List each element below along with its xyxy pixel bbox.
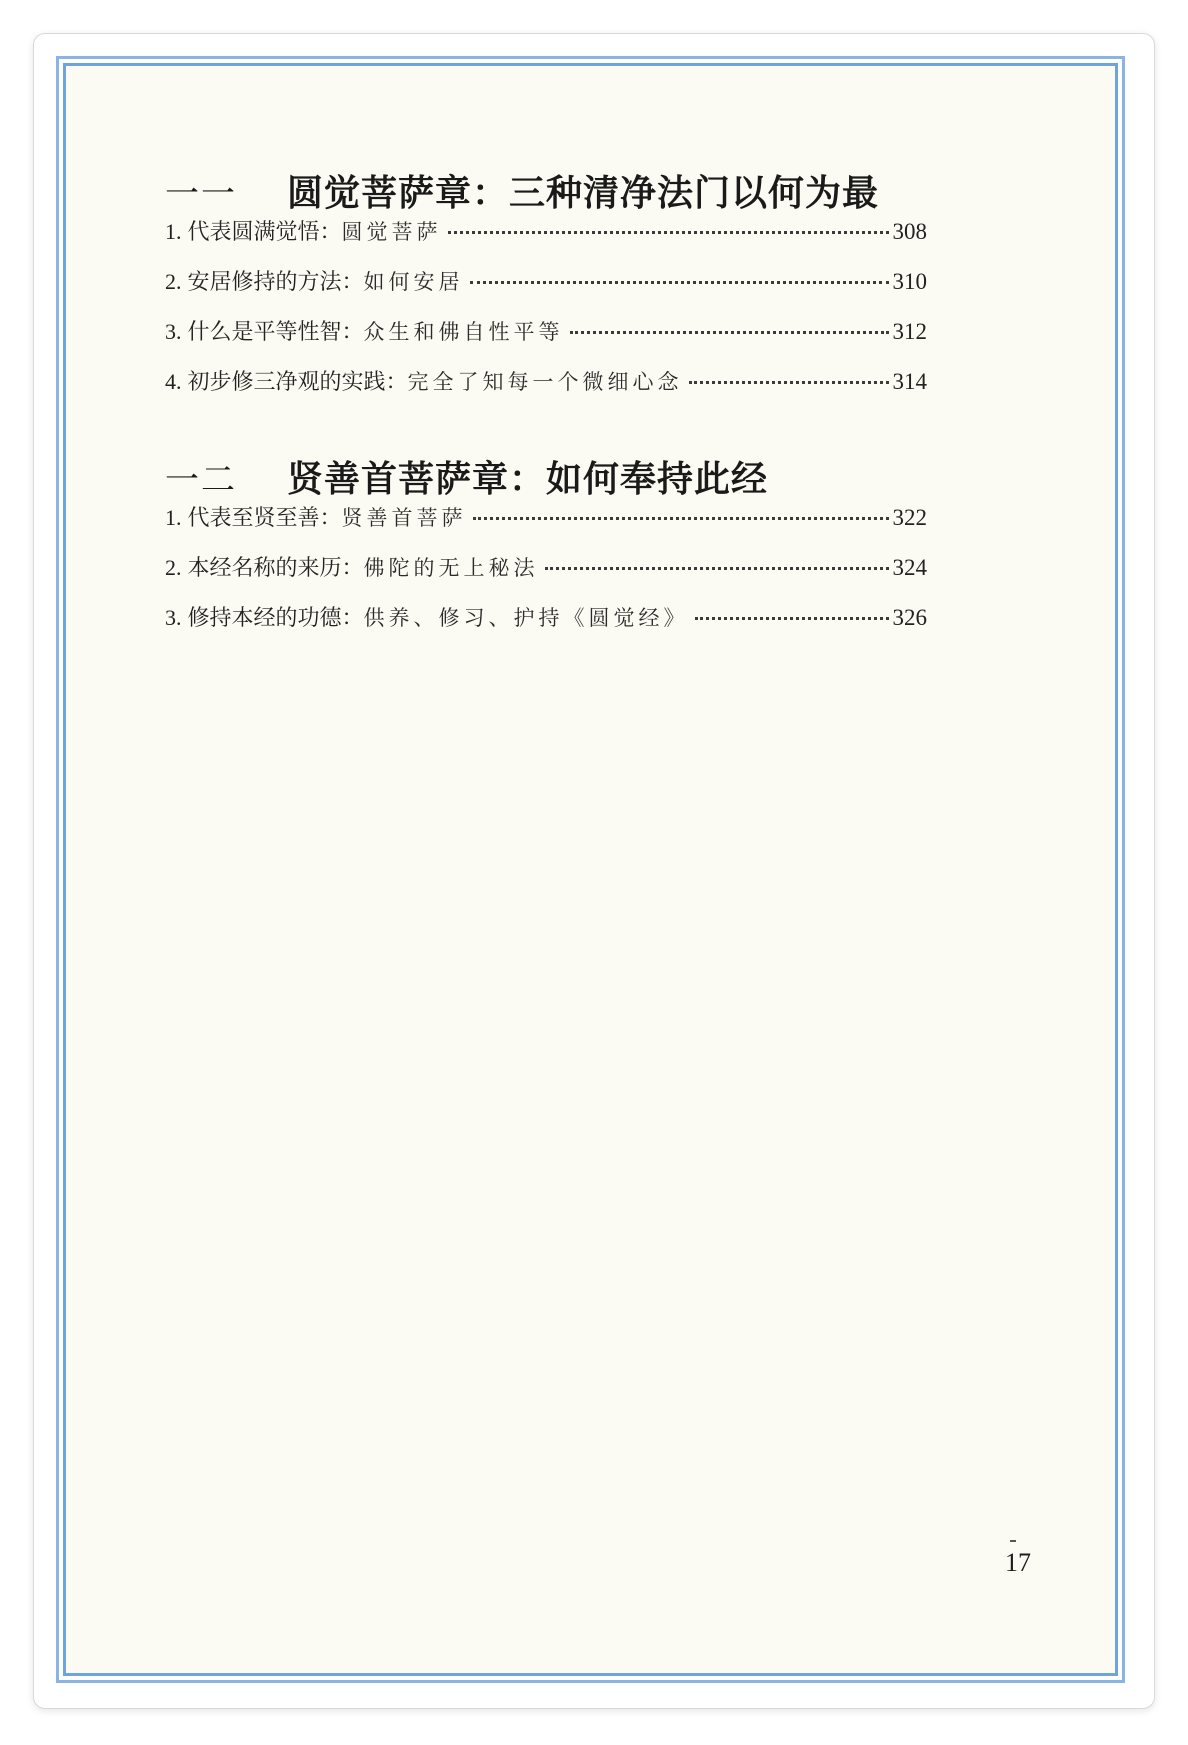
toc-entry[interactable]: [165, 365, 927, 415]
dot-leader: [570, 331, 889, 334]
table-of-contents: [165, 165, 927, 651]
dot-leader: [689, 381, 889, 384]
entry-title: 安居修持的方法：: [187, 270, 364, 295]
entry-title: 什么是平等性智：: [187, 320, 364, 345]
toc-entry[interactable]: [165, 551, 927, 601]
dot-leader: [448, 231, 889, 234]
dot-leader: [470, 281, 889, 284]
chapter-number: 一一: [165, 174, 237, 214]
entry-number: 1.: [165, 505, 182, 530]
folio-tick: [1010, 1540, 1016, 1542]
entry-page-number: 326: [892, 605, 927, 630]
toc-entry[interactable]: [165, 265, 927, 315]
chapter-title: 圆觉菩萨章：三种清净法门以何为最: [287, 172, 880, 214]
entry-subtitle: 完全了知每一个微细心念: [407, 370, 683, 394]
entry-page-number: 322: [892, 505, 927, 530]
entry-page-number: 324: [892, 555, 927, 580]
entry-page-number: 314: [892, 369, 927, 394]
entry-number: 2.: [165, 555, 182, 580]
dot-leader: [545, 567, 889, 570]
entry-title: 修持本经的功德：: [187, 606, 364, 631]
entry-title: 代表圆满觉悟：: [187, 220, 342, 245]
entry-subtitle: 佛陀的无上秘法: [363, 556, 539, 580]
toc-entry[interactable]: [165, 501, 927, 551]
entry-subtitle: 如何安居: [363, 270, 464, 294]
chapter-number: 一二: [165, 460, 237, 500]
chapter-heading: [165, 165, 927, 215]
entry-number: 1.: [165, 219, 182, 244]
chapter-title: 贤善首菩萨章：如何奉持此经: [287, 458, 769, 500]
entry-page-number: 310: [892, 269, 927, 294]
toc-entry[interactable]: [165, 601, 927, 651]
entry-number: 3.: [165, 605, 182, 630]
chapter-11: [165, 165, 927, 415]
chapter-heading: [165, 451, 927, 501]
entry-subtitle: 众生和佛自性平等: [363, 320, 564, 344]
entry-number: 2.: [165, 269, 182, 294]
entry-subtitle: 圆觉菩萨: [341, 220, 442, 244]
entry-title: 初步修三净观的实践：: [187, 370, 408, 395]
dot-leader: [695, 617, 889, 620]
toc-entry[interactable]: [165, 215, 927, 265]
entry-page-number: 312: [892, 319, 927, 344]
page-number: 17: [1005, 1548, 1031, 1577]
entry-number: 3.: [165, 319, 182, 344]
entry-subtitle: 供养、修习、护持《圆觉经》: [363, 606, 689, 630]
entry-number: 4.: [165, 369, 182, 394]
entry-title: 代表至贤至善：: [187, 506, 342, 531]
toc-entry[interactable]: [165, 315, 927, 365]
entry-page-number: 308: [892, 219, 927, 244]
entry-subtitle: 贤善首菩萨: [341, 506, 467, 530]
chapter-12: [165, 451, 927, 651]
entry-title: 本经名称的来历：: [187, 556, 364, 581]
dot-leader: [473, 517, 889, 520]
